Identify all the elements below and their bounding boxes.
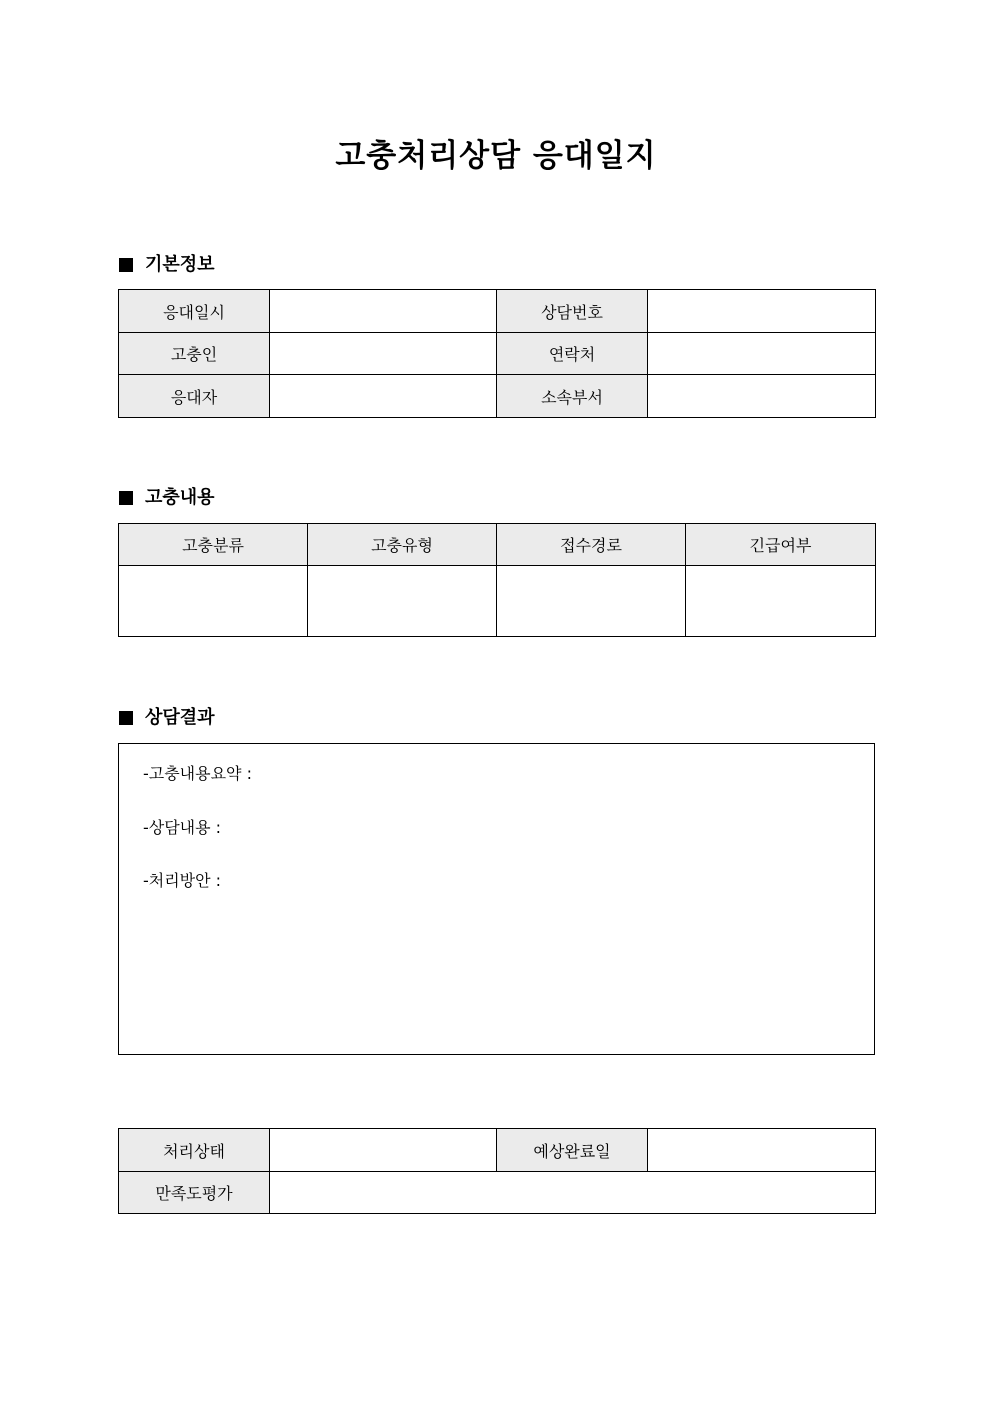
page-title: 고충처리상담 응대일지	[335, 138, 657, 174]
field-value[interactable]	[270, 1129, 497, 1172]
field-label: 연락처	[497, 333, 648, 375]
square-bullet-icon	[119, 258, 133, 272]
basic-info-heading-text: 기본정보	[145, 254, 215, 275]
square-bullet-icon	[119, 491, 133, 505]
table-row	[119, 375, 876, 418]
field-label: 응대자	[119, 375, 270, 418]
table-row	[119, 290, 876, 333]
intake-channel-value[interactable]	[497, 566, 686, 637]
field-value[interactable]	[270, 290, 497, 333]
basic-info-table	[118, 289, 876, 418]
complaint-category-value[interactable]	[119, 566, 308, 637]
column-header: 고충유형	[308, 524, 497, 566]
summary-line: -고충내용요약 :	[143, 764, 252, 783]
column-header: 접수경로	[497, 524, 686, 566]
column-header: 고충분류	[119, 524, 308, 566]
result-heading-text: 상담결과	[145, 707, 215, 728]
urgency-value[interactable]	[686, 566, 876, 637]
complaint-table	[118, 523, 876, 637]
field-value[interactable]	[648, 1129, 876, 1172]
field-label: 상담번호	[497, 290, 648, 333]
field-value[interactable]	[648, 333, 876, 375]
table-row	[119, 566, 876, 637]
complaint-heading	[119, 486, 215, 510]
field-value[interactable]	[648, 290, 876, 333]
field-label: 응대일시	[119, 290, 270, 333]
result-heading	[119, 706, 215, 730]
consultation-line: -상담내용 :	[143, 818, 222, 837]
field-value[interactable]	[270, 1172, 876, 1214]
result-box[interactable]	[118, 743, 875, 1055]
field-label: 소속부서	[497, 375, 648, 418]
field-label: 만족도평가	[119, 1172, 270, 1214]
field-label: 처리상태	[119, 1129, 270, 1172]
field-value[interactable]	[270, 333, 497, 375]
status-table	[118, 1128, 876, 1214]
action-plan-line: -처리방안 :	[143, 871, 222, 890]
table-row	[119, 1172, 876, 1214]
column-header: 긴급여부	[686, 524, 876, 566]
field-label: 예상완료일	[497, 1129, 648, 1172]
field-value[interactable]	[270, 375, 497, 418]
square-bullet-icon	[119, 711, 133, 725]
complaint-type-value[interactable]	[308, 566, 497, 637]
field-label: 고충인	[119, 333, 270, 375]
table-row	[119, 333, 876, 375]
table-row	[119, 1129, 876, 1172]
basic-info-heading	[119, 253, 215, 277]
complaint-heading-text: 고충내용	[145, 487, 215, 508]
table-header-row	[119, 524, 876, 566]
field-value[interactable]	[648, 375, 876, 418]
